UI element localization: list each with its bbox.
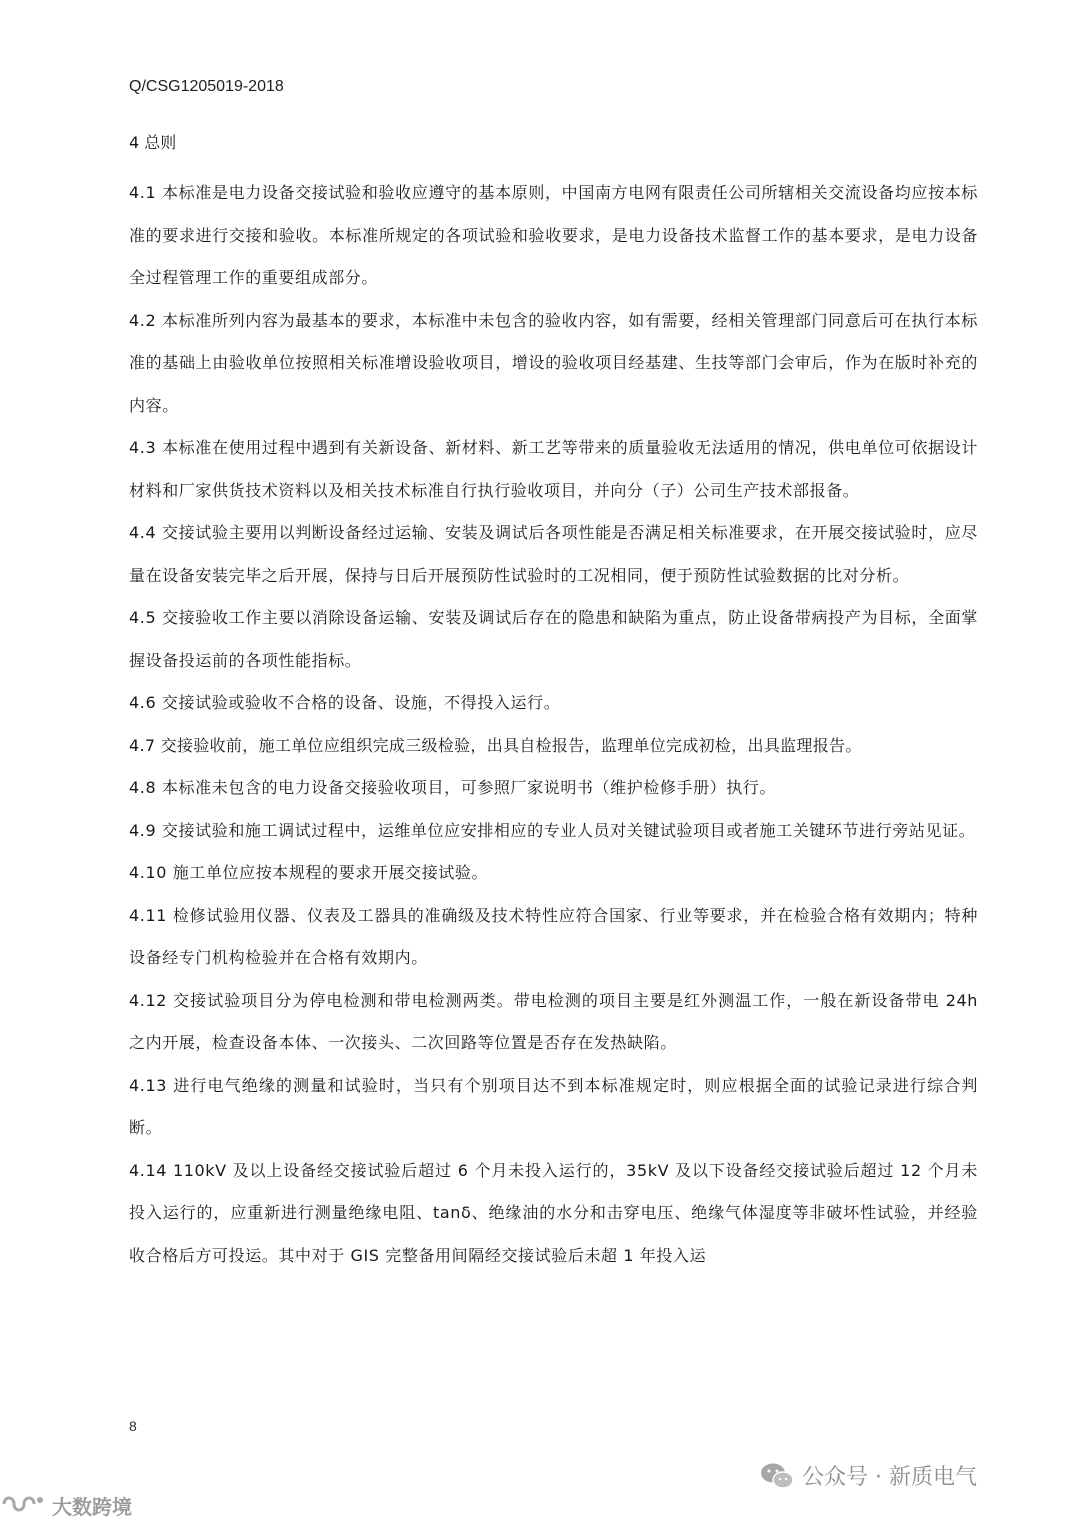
- clause-4-12: 4.12 交接试验项目分为停电检测和带电检测两类。带电检测的项目主要是红外测温工作，一般在新设备带电 24h 之内开展，检查设备本体、一次接头、二次回路等位置是否存在发热缺陷。: [129, 990, 978, 1052]
- clause-4-11: 4.11 检修试验用仪器、仪表及工器具的准确级及技术特性应符合国家、行业等要求，并在检验合格有效期内；特种设备经专门机构检验并在合格有效期内。: [129, 905, 978, 967]
- brand-logo-icon: [0, 1490, 46, 1521]
- clause-4-1: 4.1 本标准是电力设备交接试验和验收应遵守的基本原则，中国南方电网有限责任公司所辖相关交流设备均应按本标准的要求进行交接和验收。本标准所规定的各项试验和验收要求，是电力设备技术监督工作的基本要求，是电力设备全过程管理工作的重要组成部分。: [129, 183, 978, 287]
- clause-4-4: 4.4 交接试验主要用以判断设备经过运输、安装及调试后各项性能是否满足相关标准要求，在开展交接试验时，应尽量在设备安装完毕之后开展，保持与日后开展预防性试验时的工况相同，便于预防性试验数据的比对分析。: [129, 523, 978, 585]
- document-body: [129, 172, 978, 1277]
- section-title: 4 总则: [129, 133, 177, 152]
- clause-4-10: 4.10 施工单位应按本规程的要求开展交接试验。: [129, 863, 489, 882]
- clause-4-2: 4.2 本标准所列内容为最基本的要求，本标准中未包含的验收内容，如有需要，经相关管理部门同意后可在执行本标准的基础上由验收单位按照相关标准增设验收项目，增设的验收项目经基建、生技等部门会审后，作为在版时补充的内容。: [129, 310, 978, 415]
- site-watermark: [0, 1490, 132, 1521]
- clause-4-6: 4.6 交接试验或验收不合格的设备、设施，不得投入运行。: [129, 693, 561, 712]
- wechat-watermark-text: 公众号 · 新质电气: [802, 1465, 977, 1490]
- wechat-watermark: [760, 1460, 977, 1491]
- document-code: Q/CSG1205019-2018: [129, 78, 284, 95]
- clause-4-3: 4.3 本标准在使用过程中遇到有关新设备、新材料、新工艺等带来的质量验收无法适用的情况，供电单位可依据设计材料和厂家供货技术资料以及相关技术标准自行执行验收项目，并向分（子）公司生产技术部报备。: [129, 438, 978, 500]
- clause-4-13: 4.13 进行电气绝缘的测量和试验时，当只有个别项目达不到本标准规定时，则应根据全面的试验记录进行综合判断。: [129, 1075, 978, 1137]
- clause-4-8: 4.8 本标准未包含的电力设备交接验收项目，可参照厂家说明书（维护检修手册）执行。: [129, 778, 777, 797]
- clause-4-5: 4.5 交接验收工作主要以消除设备运输、安装及调试后存在的隐患和缺陷为重点，防止设备带病投产为目标，全面掌握设备投运前的各项性能指标。: [129, 608, 978, 670]
- clause-4-7: 4.7 交接验收前，施工单位应组织完成三级检验，出具自检报告，监理单位完成初检，出具监理报告。: [129, 735, 862, 755]
- wechat-icon: [760, 1462, 794, 1490]
- page-number: 8: [129, 1418, 137, 1434]
- clause-4-14: 4.14 110kV 及以上设备经交接试验后超过 6 个月未投入运行的，35kV 及以下设备经交接试验后超过 12 个月未投入运行的，应重新进行测量绝缘电阻、tanδ、绝缘油的水分和击穿电压、绝缘气体湿度等非破坏性试验，并经验收合格后方可投运。其中对于 GIS 完整备用间隔经交接试验后未超 1 年投入运: [129, 1160, 978, 1265]
- clause-4-9: 4.9 交接试验和施工调试过程中，运维单位应安排相应的专业人员对关键试验项目或者施工关键环节进行旁站见证。: [129, 820, 976, 840]
- site-watermark-text: 大数跨境: [52, 1495, 132, 1519]
